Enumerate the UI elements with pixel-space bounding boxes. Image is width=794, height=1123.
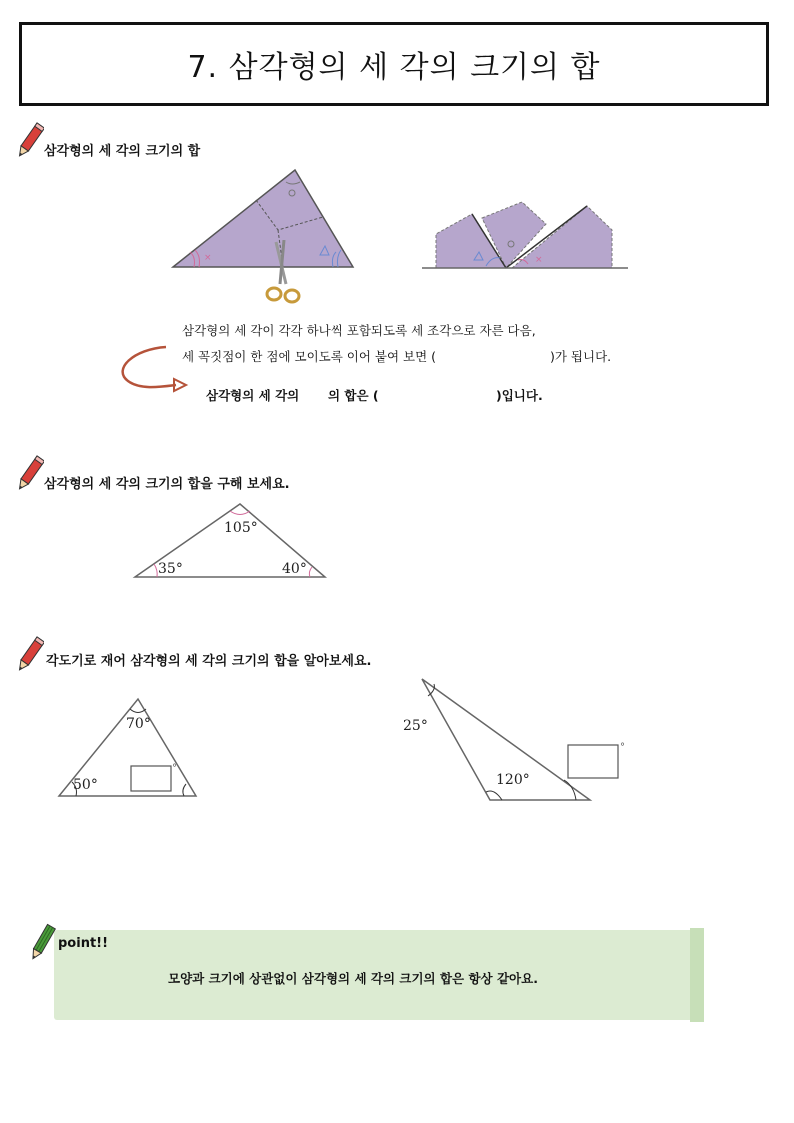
title-box <box>19 22 769 106</box>
green-pencil-icon <box>28 922 56 962</box>
angle-label-50: 50° <box>73 777 98 793</box>
degree-mark: ° <box>172 763 177 774</box>
red-pencil-icon <box>16 120 44 160</box>
result-text-mid: 의 합은 ( <box>328 388 379 403</box>
angle-label-120: 120° <box>496 772 530 788</box>
section3-heading: 각도기로 재어 삼각형의 세 각의 크기의 합을 알아보세요. <box>46 654 372 669</box>
section1-heading: 삼각형의 세 각의 크기의 합 <box>44 144 201 159</box>
page-title: 7. 삼각형의 세 각의 크기의 합 <box>187 50 601 85</box>
point-text: 모양과 크기에 상관없이 삼각형의 세 각의 크기의 합은 항상 같아요. <box>168 971 538 986</box>
angle-label-40: 40° <box>282 561 307 577</box>
angle-label-70: 70° <box>126 716 151 732</box>
red-pencil-icon <box>16 634 44 674</box>
point-label: point!! <box>58 936 109 951</box>
svg-text:×: × <box>535 255 543 265</box>
angle-label-25: 25° <box>403 718 428 734</box>
answer-box <box>131 766 171 791</box>
angle-label-35: 35° <box>158 561 183 577</box>
section2-heading: 삼각형의 세 각의 크기의 합을 구해 보세요. <box>44 477 290 492</box>
rearranged-pieces-figure <box>422 196 632 276</box>
instruction-line2-start: 세 꼭짓점이 한 점에 모이도록 이어 붙여 보면 ( <box>182 349 437 364</box>
scissors-icon <box>262 240 306 308</box>
point-box-edge <box>690 928 704 1022</box>
instruction-line1: 삼각형의 세 각이 각각 하나씩 포함되도록 세 조각으로 자른 다음, <box>182 323 536 338</box>
result-text-start: 삼각형의 세 각의 <box>206 388 300 403</box>
result-text-end: )입니다. <box>496 388 543 403</box>
angle-label-105: 105° <box>224 520 258 536</box>
answer-box <box>568 745 618 778</box>
instruction-line2-end: )가 됩니다. <box>550 349 612 364</box>
red-pencil-icon <box>16 453 44 493</box>
svg-text:×: × <box>204 253 212 263</box>
degree-mark: ° <box>620 742 625 753</box>
curved-arrow-icon <box>114 343 194 395</box>
